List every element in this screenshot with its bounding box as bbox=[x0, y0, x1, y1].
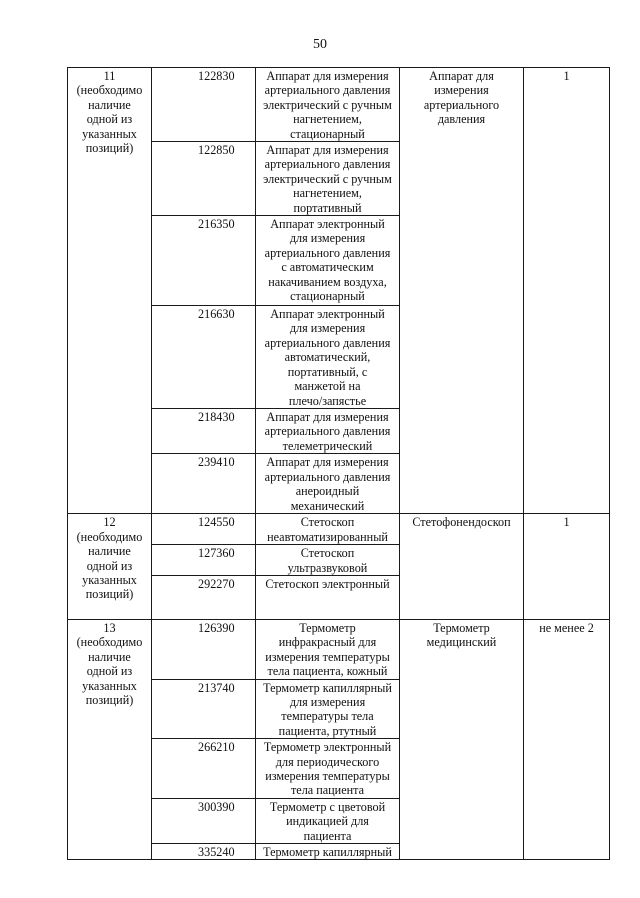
item-name-line: для измерения bbox=[289, 694, 366, 709]
item-name-line: Термометр с цветовой bbox=[269, 799, 386, 814]
category-line: измерения bbox=[434, 83, 489, 98]
item-name-line: ультразвуковой bbox=[287, 560, 368, 575]
item-name-line: портативный bbox=[293, 200, 362, 215]
item-code: 292270 bbox=[198, 576, 235, 591]
equipment-table bbox=[67, 67, 610, 860]
group-label-line: наличие bbox=[88, 97, 131, 112]
item-name-cell bbox=[256, 409, 400, 454]
item-name-line: для измерения bbox=[289, 231, 366, 246]
item-name-line: электрический с ручным bbox=[263, 171, 392, 186]
item-name-line: механический bbox=[290, 498, 365, 513]
group-label-line: позиций) bbox=[85, 141, 134, 156]
item-name-line: Аппарат для измерения bbox=[266, 143, 389, 158]
item-name-line: неавтоматизированный bbox=[267, 529, 388, 544]
item-name-cell bbox=[256, 798, 400, 843]
quantity-cell bbox=[524, 619, 610, 860]
item-name-line: для периодического bbox=[275, 754, 380, 769]
item-name-line: стационарный bbox=[290, 126, 365, 141]
item-name-cell bbox=[256, 68, 400, 142]
item-code-cell bbox=[152, 68, 256, 142]
item-name-line: артериального давления bbox=[264, 469, 391, 484]
item-name-line: Термометр электронный bbox=[263, 740, 392, 755]
item-name-line: стационарный bbox=[290, 289, 365, 304]
item-name-line: артериального давления bbox=[264, 83, 391, 98]
item-name-cell bbox=[256, 844, 400, 860]
item-code-cell bbox=[152, 142, 256, 216]
item-name-line: тела пациента bbox=[290, 783, 365, 798]
item-code-cell bbox=[152, 575, 256, 619]
item-code-cell bbox=[152, 739, 256, 799]
group-label-line: указанных bbox=[82, 572, 137, 587]
category-line: Аппарат для bbox=[429, 69, 494, 83]
item-name-cell bbox=[256, 454, 400, 514]
item-code-cell bbox=[152, 514, 256, 545]
group-label-line: позиций) bbox=[85, 692, 134, 707]
item-name-cell bbox=[256, 619, 400, 679]
item-name-line: Термометр капиллярный bbox=[263, 680, 392, 695]
item-name-line: Аппарат электронный bbox=[270, 307, 385, 322]
item-name-line: пациента, ртутный bbox=[278, 723, 377, 738]
item-code-cell bbox=[152, 454, 256, 514]
category-line: Стетофонендоскоп bbox=[412, 515, 511, 530]
item-name-cell bbox=[256, 514, 400, 545]
item-code: 122850 bbox=[198, 143, 235, 158]
item-name-line: нагнетением, bbox=[293, 186, 362, 201]
item-name-line: тела пациента, кожный bbox=[267, 664, 388, 679]
category-cell bbox=[400, 514, 524, 620]
item-code: 239410 bbox=[198, 455, 235, 470]
item-code-cell bbox=[152, 798, 256, 843]
item-code: 216350 bbox=[198, 217, 235, 232]
group-label-line: указанных bbox=[82, 126, 137, 141]
category-cell bbox=[400, 68, 524, 514]
group-label-line: 12 bbox=[103, 515, 116, 530]
group-label-line: 11 bbox=[103, 69, 116, 83]
group-label-line: позиций) bbox=[85, 587, 134, 602]
category-line: Термометр bbox=[433, 620, 490, 635]
quantity: 1 bbox=[563, 515, 570, 530]
item-name-line: с автоматическим bbox=[281, 260, 374, 275]
item-code-cell bbox=[152, 844, 256, 860]
table-row bbox=[68, 514, 610, 545]
page-number: 50 bbox=[313, 37, 327, 52]
group-label-line: 13 bbox=[103, 620, 116, 635]
group-label-line: одной из bbox=[86, 112, 133, 127]
group-label-line: (необходимо bbox=[76, 529, 143, 544]
item-name-line: Аппарат электронный bbox=[270, 217, 385, 232]
item-name-cell bbox=[256, 306, 400, 409]
item-name-cell bbox=[256, 545, 400, 576]
group-label-line: (необходимо bbox=[76, 83, 143, 98]
item-code: 126390 bbox=[198, 620, 235, 635]
item-code-cell bbox=[152, 679, 256, 739]
item-name-line: анероидный bbox=[295, 484, 360, 499]
item-code-cell bbox=[152, 619, 256, 679]
item-name-line: артериального давления bbox=[264, 245, 391, 260]
item-name-cell bbox=[256, 575, 400, 619]
item-name-line: измерения температуры bbox=[265, 768, 390, 783]
item-name-line: Стетоскоп электронный bbox=[265, 576, 390, 591]
item-name-line: Термометр капиллярный bbox=[263, 845, 392, 859]
item-code: 216630 bbox=[198, 307, 235, 322]
item-name-line: манжетой на bbox=[294, 379, 361, 394]
item-name-line: портативный, с bbox=[287, 364, 368, 379]
item-name-line: артериального давления bbox=[264, 424, 391, 439]
quantity: 1 bbox=[563, 69, 570, 83]
group-label-line: одной из bbox=[86, 558, 133, 573]
item-code: 335240 bbox=[198, 845, 235, 859]
category-line: артериального bbox=[423, 97, 500, 112]
category-cell bbox=[400, 619, 524, 860]
group-label-cell bbox=[68, 619, 152, 860]
item-name-line: Аппарат для измерения bbox=[266, 455, 389, 470]
item-name-line: нагнетением, bbox=[293, 112, 362, 127]
category-line: давления bbox=[437, 112, 486, 127]
quantity-cell bbox=[524, 514, 610, 620]
item-name-cell bbox=[256, 216, 400, 306]
group-label-line: одной из bbox=[86, 664, 133, 679]
item-name-line: измерения температуры bbox=[265, 649, 390, 664]
item-name-line: инфракрасный для bbox=[278, 635, 377, 650]
quantity-cell bbox=[524, 68, 610, 514]
item-name-line: плечо/запястье bbox=[288, 393, 367, 408]
item-code-cell bbox=[152, 306, 256, 409]
item-code: 124550 bbox=[198, 515, 235, 530]
item-name-line: индикацией для bbox=[286, 814, 369, 829]
item-code-cell bbox=[152, 409, 256, 454]
item-code: 218430 bbox=[198, 410, 235, 425]
item-name-line: накачиванием воздуха, bbox=[268, 274, 387, 289]
item-code-cell bbox=[152, 216, 256, 306]
item-code: 300390 bbox=[198, 799, 235, 814]
item-code-cell bbox=[152, 545, 256, 576]
item-name-line: температуры тела bbox=[281, 709, 374, 724]
item-name-cell bbox=[256, 739, 400, 799]
item-name-line: автоматический, bbox=[284, 350, 371, 365]
item-code: 122830 bbox=[198, 69, 235, 83]
item-name-line: Термометр bbox=[299, 620, 356, 635]
item-code: 266210 bbox=[198, 740, 235, 755]
item-name-line: пациента bbox=[303, 828, 352, 843]
group-label-cell bbox=[68, 68, 152, 514]
item-name-line: Аппарат для измерения bbox=[266, 69, 389, 83]
item-name-line: Стетоскоп bbox=[300, 546, 355, 561]
item-code: 127360 bbox=[198, 546, 235, 561]
item-name-line: артериального давления bbox=[264, 335, 391, 350]
item-name-cell bbox=[256, 679, 400, 739]
group-label-line: наличие bbox=[88, 544, 131, 559]
item-code: 213740 bbox=[198, 680, 235, 695]
item-name-line: артериального давления bbox=[264, 157, 391, 172]
table-row bbox=[68, 619, 610, 679]
table-row bbox=[68, 68, 610, 142]
group-label-line: (необходимо bbox=[76, 635, 143, 650]
item-name-line: для измерения bbox=[289, 321, 366, 336]
group-label-line: указанных bbox=[82, 678, 137, 693]
item-name-line: телеметрический bbox=[282, 438, 373, 453]
item-name-line: электрический с ручным bbox=[263, 97, 392, 112]
category-line: медицинский bbox=[426, 635, 497, 650]
group-label-line: наличие bbox=[88, 649, 131, 664]
quantity: не менее 2 bbox=[539, 620, 594, 635]
item-name-line: Аппарат для измерения bbox=[266, 410, 389, 425]
item-name-line: Стетоскоп bbox=[300, 515, 355, 530]
item-name-cell bbox=[256, 142, 400, 216]
group-label-cell bbox=[68, 514, 152, 620]
